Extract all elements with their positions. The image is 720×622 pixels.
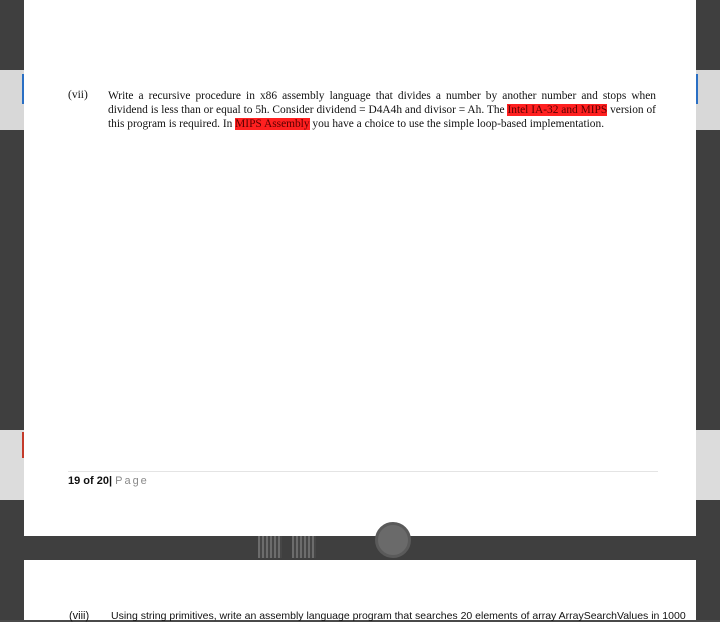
university-seal-icon	[375, 522, 411, 558]
question-number: (viii)	[69, 610, 90, 622]
page-footer	[68, 475, 149, 487]
question-text-part: you have a choice to use the simple loop-based implementation.	[309, 118, 605, 130]
question-text-part: version of this program is required. In	[108, 104, 656, 130]
next-document-page	[24, 560, 696, 620]
scan-artifact-barcode	[258, 536, 282, 558]
footer-separator: |	[108, 475, 113, 487]
question-text	[108, 89, 656, 131]
footer-divider	[68, 471, 658, 472]
question-text-part: Write a recursive procedure in x86 assembly language that divides a number by another number and stops when dividend is less than or equal to 5h. Consider dividend = D4A4h and divisor = Ah. The	[108, 90, 656, 116]
scan-artifact-text: ᅠ	[44, 544, 49, 550]
question-text: Using string primitives, write an assembly language program that searches 20 elements of array ArraySearchValues in 1000	[111, 610, 686, 622]
page-label: Page	[115, 475, 149, 487]
highlighted-phrase: MIPS Assembly	[235, 118, 310, 130]
page-number: 19 of 20	[68, 475, 109, 487]
question-number: (vii)	[68, 89, 88, 101]
highlighted-phrase: Intel IA-32 and MIPS	[507, 104, 608, 116]
scan-artifact-barcode	[292, 536, 316, 558]
document-page	[24, 0, 696, 536]
